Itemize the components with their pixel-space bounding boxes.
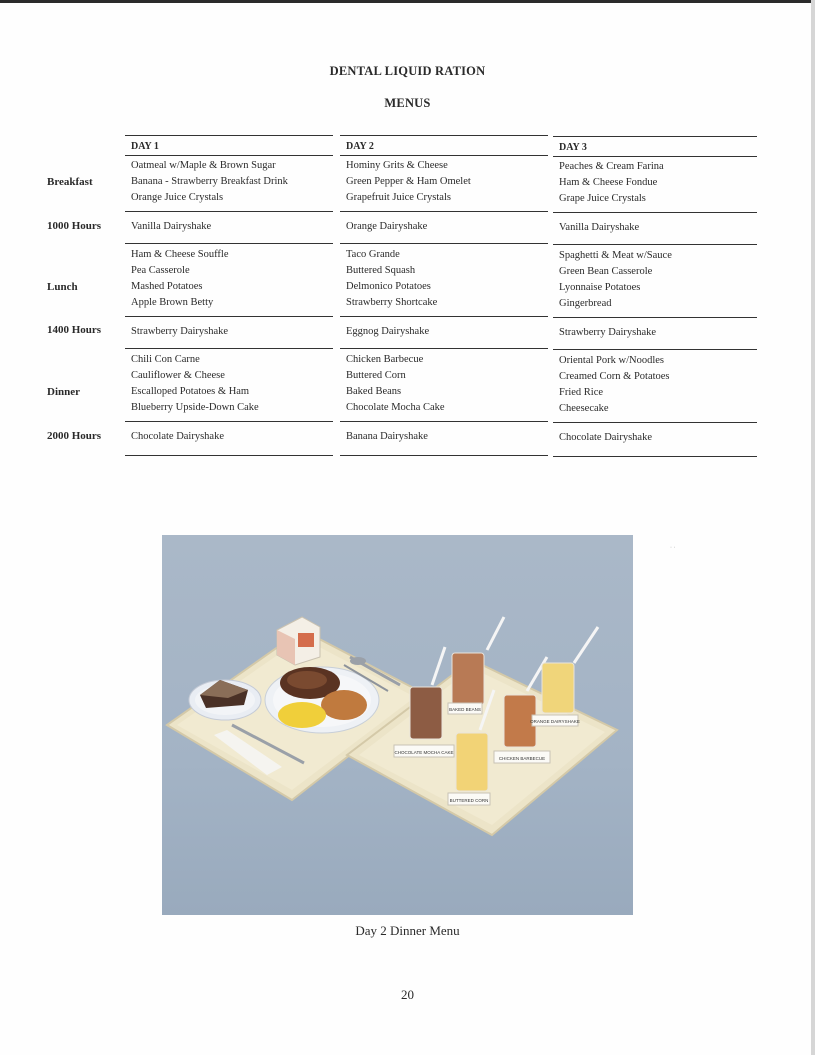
table-rule bbox=[553, 212, 757, 213]
menu-cell bbox=[559, 353, 670, 417]
menu-item: Lyonnaise Potatoes bbox=[559, 282, 641, 293]
menu-item: Chocolate Dairyshake bbox=[131, 431, 225, 442]
table-rule bbox=[125, 455, 333, 456]
menu-cell bbox=[131, 158, 288, 206]
menu-cell bbox=[346, 219, 427, 235]
menu-cell bbox=[131, 324, 228, 340]
page-edge bbox=[811, 0, 815, 1055]
table-rule bbox=[125, 421, 333, 422]
page-number: 20 bbox=[401, 987, 414, 1002]
table-rule bbox=[125, 316, 333, 317]
menu-cell bbox=[559, 159, 664, 207]
menu-item: Strawberry Dairyshake bbox=[131, 326, 229, 337]
table-rule bbox=[553, 156, 757, 157]
table-rule bbox=[553, 317, 757, 318]
menu-item: Eggnog Dairyshake bbox=[346, 326, 430, 337]
top-border bbox=[0, 0, 815, 3]
table-rule bbox=[125, 348, 333, 349]
day-header-2: DAY 2 bbox=[346, 141, 374, 152]
tag-buttered-corn: BUTTERED CORN bbox=[449, 798, 489, 803]
menu-item: Banana - Strawberry Breakfast Drink bbox=[131, 176, 288, 187]
menu-item: Chicken Barbecue bbox=[346, 354, 424, 365]
menu-item: Orange Juice Crystals bbox=[131, 192, 224, 203]
tag-chocolate-mocha-cake: CHOCOLATE MOCHA CAKE bbox=[394, 750, 454, 755]
menu-item: Buttered Squash bbox=[346, 265, 416, 276]
row-label-1400-hours: 1400 Hours bbox=[47, 324, 102, 336]
menu-item: Escalloped Potatoes & Ham bbox=[131, 386, 250, 397]
day-header-3: DAY 3 bbox=[559, 142, 587, 153]
table-rule bbox=[340, 348, 548, 349]
menu-item: Grape Juice Crystals bbox=[559, 193, 646, 204]
menu-item: Banana Dairyshake bbox=[346, 431, 428, 442]
menu-item: Green Pepper & Ham Omelet bbox=[346, 176, 471, 187]
menu-item: Ham & Cheese Souffle bbox=[131, 249, 229, 260]
menu-item: Hominy Grits & Cheese bbox=[346, 160, 448, 171]
menu-cell bbox=[559, 430, 652, 446]
menu-cell bbox=[346, 324, 429, 340]
menu-cell bbox=[131, 429, 224, 445]
menu-item: Strawberry Dairyshake bbox=[559, 327, 657, 338]
menu-cell bbox=[131, 352, 259, 416]
table-rule bbox=[553, 422, 757, 423]
menu-item: Oriental Pork w/Noodles bbox=[559, 355, 664, 366]
menu-item: Ham & Cheese Fondue bbox=[559, 177, 658, 188]
dinner-plate bbox=[265, 667, 379, 733]
menu-cell bbox=[346, 429, 428, 445]
table-rule bbox=[553, 244, 757, 245]
table-rule bbox=[340, 243, 548, 244]
menu-cell bbox=[131, 219, 211, 235]
menu-cell bbox=[559, 248, 672, 312]
row-label-lunch: Lunch bbox=[47, 281, 78, 293]
dinner-tray-photo bbox=[162, 535, 633, 915]
menu-item: Peaches & Cream Farina bbox=[559, 161, 664, 172]
menu-item: Delmonico Potatoes bbox=[346, 281, 431, 292]
table-rule bbox=[125, 243, 333, 244]
row-label-breakfast: Breakfast bbox=[47, 176, 93, 188]
cake-plate bbox=[189, 680, 261, 720]
menu-item: Chili Con Carne bbox=[131, 354, 200, 365]
table-rule bbox=[553, 349, 757, 350]
menu-item: Cheesecake bbox=[559, 403, 609, 414]
page-subtitle: MENUS bbox=[384, 96, 431, 110]
menu-item: Vanilla Dairyshake bbox=[559, 222, 640, 233]
menu-item: Oatmeal w/Maple & Brown Sugar bbox=[131, 160, 276, 171]
tag-orange-dairyshake: ORANGE DAIRYSHAKE bbox=[530, 719, 580, 724]
menu-item: Apple Brown Betty bbox=[131, 297, 214, 308]
menu-cell bbox=[346, 247, 437, 311]
menu-item: Cauliflower & Cheese bbox=[131, 370, 225, 381]
tag-chicken-barbecue: CHICKEN BARBECUE bbox=[498, 756, 546, 761]
menu-item: Gingerbread bbox=[559, 298, 612, 309]
milk-carton bbox=[277, 617, 320, 665]
table-rule bbox=[340, 135, 548, 136]
menu-item: Orange Dairyshake bbox=[346, 221, 428, 232]
table-rule bbox=[340, 316, 548, 317]
table-rule bbox=[125, 135, 333, 136]
table-rule bbox=[125, 155, 333, 156]
menu-item: Fried Rice bbox=[559, 387, 604, 398]
table-rule bbox=[553, 136, 757, 137]
menu-item: Strawberry Shortcake bbox=[346, 297, 438, 308]
menu-item: Vanilla Dairyshake bbox=[131, 221, 212, 232]
menu-item: Pea Casserole bbox=[131, 265, 190, 276]
menu-cell bbox=[346, 352, 445, 416]
row-label-1000-hours: 1000 Hours bbox=[47, 220, 102, 232]
scan-speck: · · bbox=[670, 545, 676, 551]
menu-item: Blueberry Upside-Down Cake bbox=[131, 402, 259, 413]
photo-illustration bbox=[162, 535, 633, 915]
table-rule bbox=[340, 421, 548, 422]
table-rule bbox=[553, 456, 757, 457]
table-rule bbox=[340, 211, 548, 212]
day-header-1: DAY 1 bbox=[131, 141, 159, 152]
row-label-2000-hours: 2000 Hours bbox=[47, 430, 102, 442]
tag-baked-beans: BAKED BEANS bbox=[449, 707, 481, 712]
menu-item: Buttered Corn bbox=[346, 370, 406, 381]
page-title: DENTAL LIQUID RATION bbox=[329, 64, 486, 78]
menu-item: Baked Beans bbox=[346, 386, 402, 397]
table-rule bbox=[340, 155, 548, 156]
menu-item: Grapefruit Juice Crystals bbox=[346, 192, 451, 203]
menu-item: Mashed Potatoes bbox=[131, 281, 203, 292]
menu-cell bbox=[559, 220, 639, 236]
menu-cell bbox=[559, 325, 656, 341]
menu-cell bbox=[131, 247, 229, 311]
photo-caption: Day 2 Dinner Menu bbox=[355, 923, 460, 938]
menu-item: Chocolate Dairyshake bbox=[559, 432, 653, 443]
menu-cell bbox=[346, 158, 471, 206]
menu-item: Creamed Corn & Potatoes bbox=[559, 371, 670, 382]
row-label-dinner: Dinner bbox=[47, 386, 80, 398]
menu-item: Taco Grande bbox=[346, 249, 400, 260]
menu-item: Chocolate Mocha Cake bbox=[346, 402, 445, 413]
table-rule bbox=[340, 455, 548, 456]
table-rule bbox=[125, 211, 333, 212]
menu-item: Spaghetti & Meat w/Sauce bbox=[559, 250, 672, 261]
menu-item: Green Bean Casserole bbox=[559, 266, 653, 277]
